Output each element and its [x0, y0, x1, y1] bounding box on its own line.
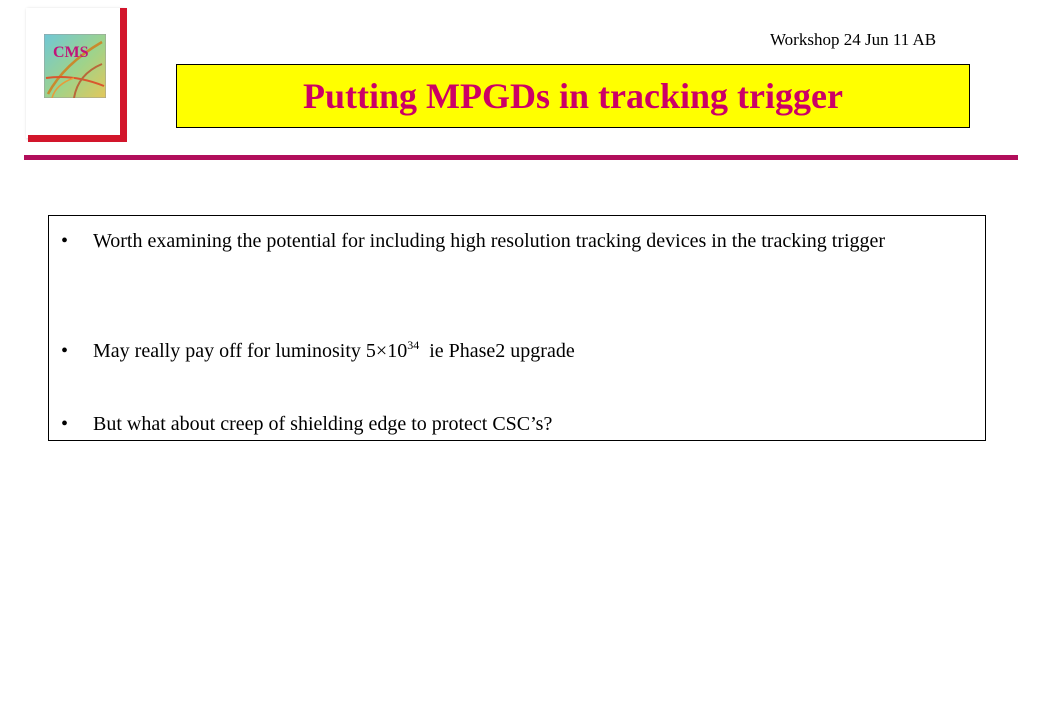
bullet-text: But what about creep of shielding edge to protect CSC’s? — [93, 413, 553, 435]
bullet-item — [61, 412, 965, 436]
exponent: 34 — [407, 338, 420, 352]
cms-logo-text: CMS — [53, 44, 89, 61]
bullet-item — [61, 229, 965, 253]
divider — [24, 155, 1018, 160]
cms-logo — [44, 34, 106, 98]
bullet-symbol: • — [61, 413, 69, 435]
content-box — [48, 215, 986, 441]
bullet-text-main: May really pay off for luminosity 5×10 — [93, 340, 408, 362]
bullet-symbol: • — [61, 340, 69, 362]
title-box — [176, 64, 970, 128]
bullet-text-tail: ie Phase2 upgrade — [419, 340, 575, 362]
bullet-text: Worth examining the potential for including high resolution tracking devices in the tracking trigger — [93, 230, 886, 252]
bullet-symbol: • — [61, 230, 69, 252]
logo-red-bar-horizontal — [28, 135, 127, 142]
header-note: Workshop 24 Jun 11 AB — [770, 30, 937, 49]
page-title: Putting MPGDs in tracking trigger — [303, 76, 843, 116]
logo-red-bar-vertical — [120, 8, 127, 142]
bullet-item — [61, 339, 965, 363]
bullet-text — [93, 339, 965, 363]
